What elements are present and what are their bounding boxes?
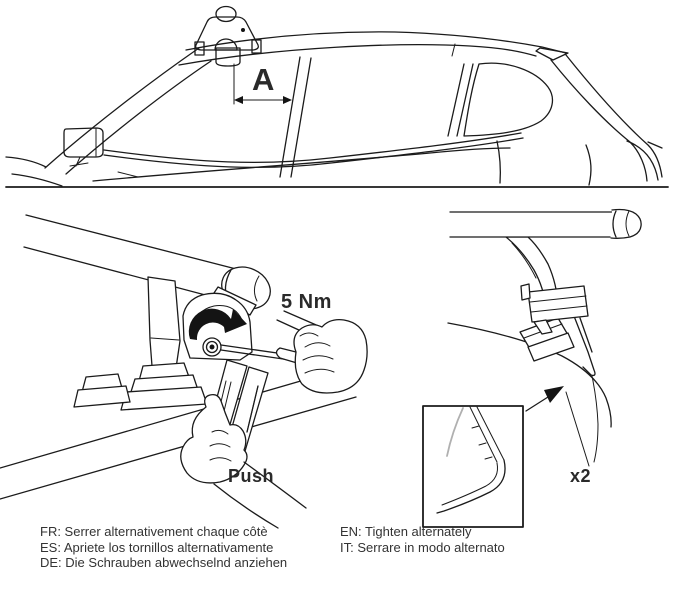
dimension-a-label: A	[252, 62, 276, 97]
caption-it: IT: Serrare in modo alternato	[340, 539, 505, 555]
quantity-label: x2	[570, 466, 592, 486]
detail-arrow-icon	[526, 386, 564, 411]
quantity-leader-line	[566, 392, 589, 466]
caption-en: EN: Tighten alternately	[340, 524, 472, 539]
caption-de: DE: Die Schrauben abwechselnd anziehen	[40, 555, 288, 570]
caption-es: ES: Apriete los tornillos alternativamente	[40, 539, 274, 555]
caption-fr: FR: Serrer alternativement chaque côtè	[40, 524, 268, 539]
detail-inset-box	[423, 406, 523, 527]
push-label: Push	[228, 466, 275, 486]
car-side-view-illustration	[6, 32, 662, 186]
hand-tightening	[277, 320, 368, 393]
captions-left-column	[40, 524, 287, 571]
torque-value-label: 5 Nm	[281, 291, 332, 313]
captions-right-column	[340, 524, 505, 555]
tightening-illustration	[0, 215, 367, 528]
